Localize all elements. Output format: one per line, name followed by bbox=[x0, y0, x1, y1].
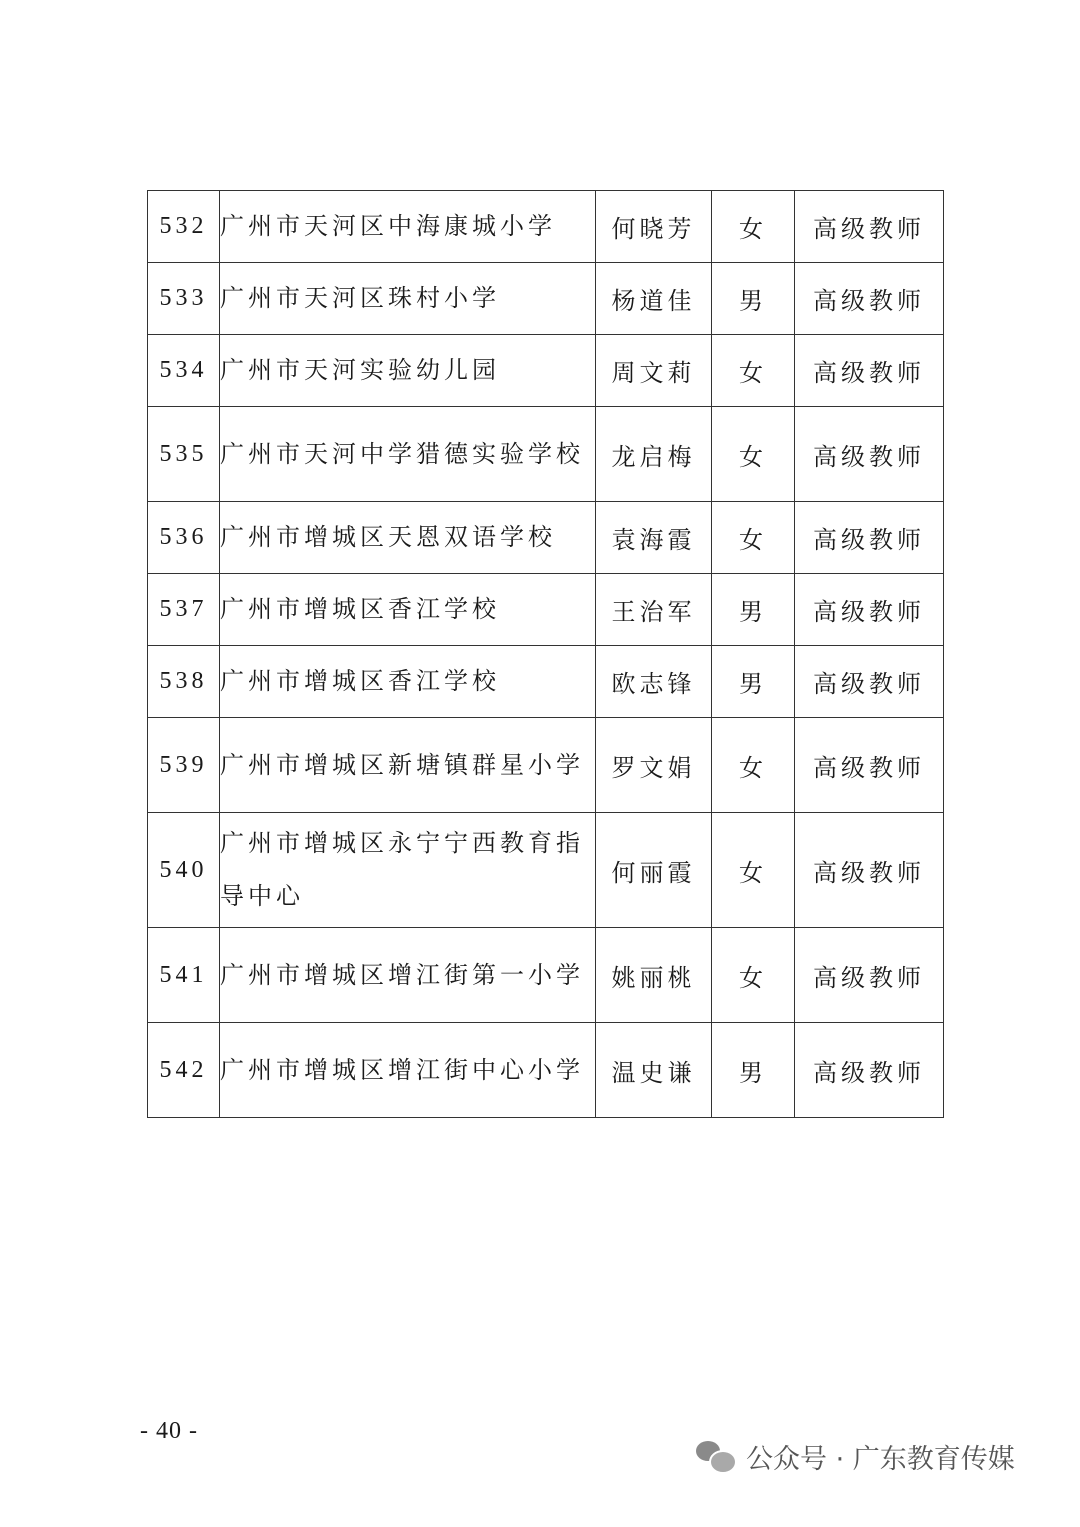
teacher-name: 姚丽桃 bbox=[596, 928, 712, 1023]
school-name: 广州市增城区香江学校 bbox=[220, 646, 596, 718]
gender: 女 bbox=[712, 928, 795, 1023]
teacher-name: 罗文娟 bbox=[596, 718, 712, 813]
row-number: 542 bbox=[148, 1023, 220, 1118]
school-name: 广州市天河实验幼儿园 bbox=[220, 335, 596, 407]
school-name: 广州市天河中学猎德实验学校 bbox=[220, 407, 596, 502]
table-row bbox=[148, 407, 944, 502]
professional-title: 高级教师 bbox=[795, 263, 944, 335]
professional-title: 高级教师 bbox=[795, 574, 944, 646]
gender: 女 bbox=[712, 407, 795, 502]
table-row bbox=[148, 1023, 944, 1118]
gender: 男 bbox=[712, 263, 795, 335]
gender: 女 bbox=[712, 718, 795, 813]
school-name: 广州市增城区增江街中心小学 bbox=[220, 1023, 596, 1118]
row-number: 538 bbox=[148, 646, 220, 718]
table-row bbox=[148, 574, 944, 646]
table-row bbox=[148, 928, 944, 1023]
professional-title: 高级教师 bbox=[795, 1023, 944, 1118]
professional-title: 高级教师 bbox=[795, 718, 944, 813]
table-row bbox=[148, 646, 944, 718]
school-name: 广州市增城区新塘镇群星小学 bbox=[220, 718, 596, 813]
wechat-icon bbox=[696, 1439, 736, 1473]
watermark bbox=[696, 1434, 1015, 1478]
gender: 男 bbox=[712, 574, 795, 646]
professional-title: 高级教师 bbox=[795, 646, 944, 718]
school-name: 广州市增城区永宁宁西教育指导中心 bbox=[220, 813, 596, 928]
row-number: 541 bbox=[148, 928, 220, 1023]
gender: 男 bbox=[712, 1023, 795, 1118]
teacher-name: 王治军 bbox=[596, 574, 712, 646]
row-number: 537 bbox=[148, 574, 220, 646]
row-number: 539 bbox=[148, 718, 220, 813]
professional-title: 高级教师 bbox=[795, 335, 944, 407]
teacher-name: 袁海霞 bbox=[596, 502, 712, 574]
table-row bbox=[148, 813, 944, 928]
professional-title: 高级教师 bbox=[795, 407, 944, 502]
gender: 女 bbox=[712, 335, 795, 407]
teacher-name: 杨道佳 bbox=[596, 263, 712, 335]
professional-title: 高级教师 bbox=[795, 502, 944, 574]
table-row bbox=[148, 263, 944, 335]
teacher-name: 何丽霞 bbox=[596, 813, 712, 928]
row-number: 533 bbox=[148, 263, 220, 335]
table-row bbox=[148, 718, 944, 813]
professional-title: 高级教师 bbox=[795, 191, 944, 263]
teacher-name: 何晓芳 bbox=[596, 191, 712, 263]
row-number: 535 bbox=[148, 407, 220, 502]
teacher-name: 温史谦 bbox=[596, 1023, 712, 1118]
school-name: 广州市增城区增江街第一小学 bbox=[220, 928, 596, 1023]
professional-title: 高级教师 bbox=[795, 813, 944, 928]
gender: 女 bbox=[712, 191, 795, 263]
row-number: 540 bbox=[148, 813, 220, 928]
table-row bbox=[148, 191, 944, 263]
school-name: 广州市天河区中海康城小学 bbox=[220, 191, 596, 263]
row-number: 536 bbox=[148, 502, 220, 574]
professional-title: 高级教师 bbox=[795, 928, 944, 1023]
school-name: 广州市天河区珠村小学 bbox=[220, 263, 596, 335]
row-number: 534 bbox=[148, 335, 220, 407]
watermark-text: 公众号 · 广东教育传媒 bbox=[746, 1443, 1015, 1475]
teacher-roster-table bbox=[147, 190, 944, 1118]
table-row bbox=[148, 502, 944, 574]
teacher-name: 欧志锋 bbox=[596, 646, 712, 718]
table-row bbox=[148, 335, 944, 407]
gender: 男 bbox=[712, 646, 795, 718]
teacher-name: 周文莉 bbox=[596, 335, 712, 407]
gender: 女 bbox=[712, 502, 795, 574]
row-number: 532 bbox=[148, 191, 220, 263]
school-name: 广州市增城区天恩双语学校 bbox=[220, 502, 596, 574]
page-number: - 40 - bbox=[140, 1418, 198, 1444]
school-name: 广州市增城区香江学校 bbox=[220, 574, 596, 646]
gender: 女 bbox=[712, 813, 795, 928]
teacher-name: 龙启梅 bbox=[596, 407, 712, 502]
